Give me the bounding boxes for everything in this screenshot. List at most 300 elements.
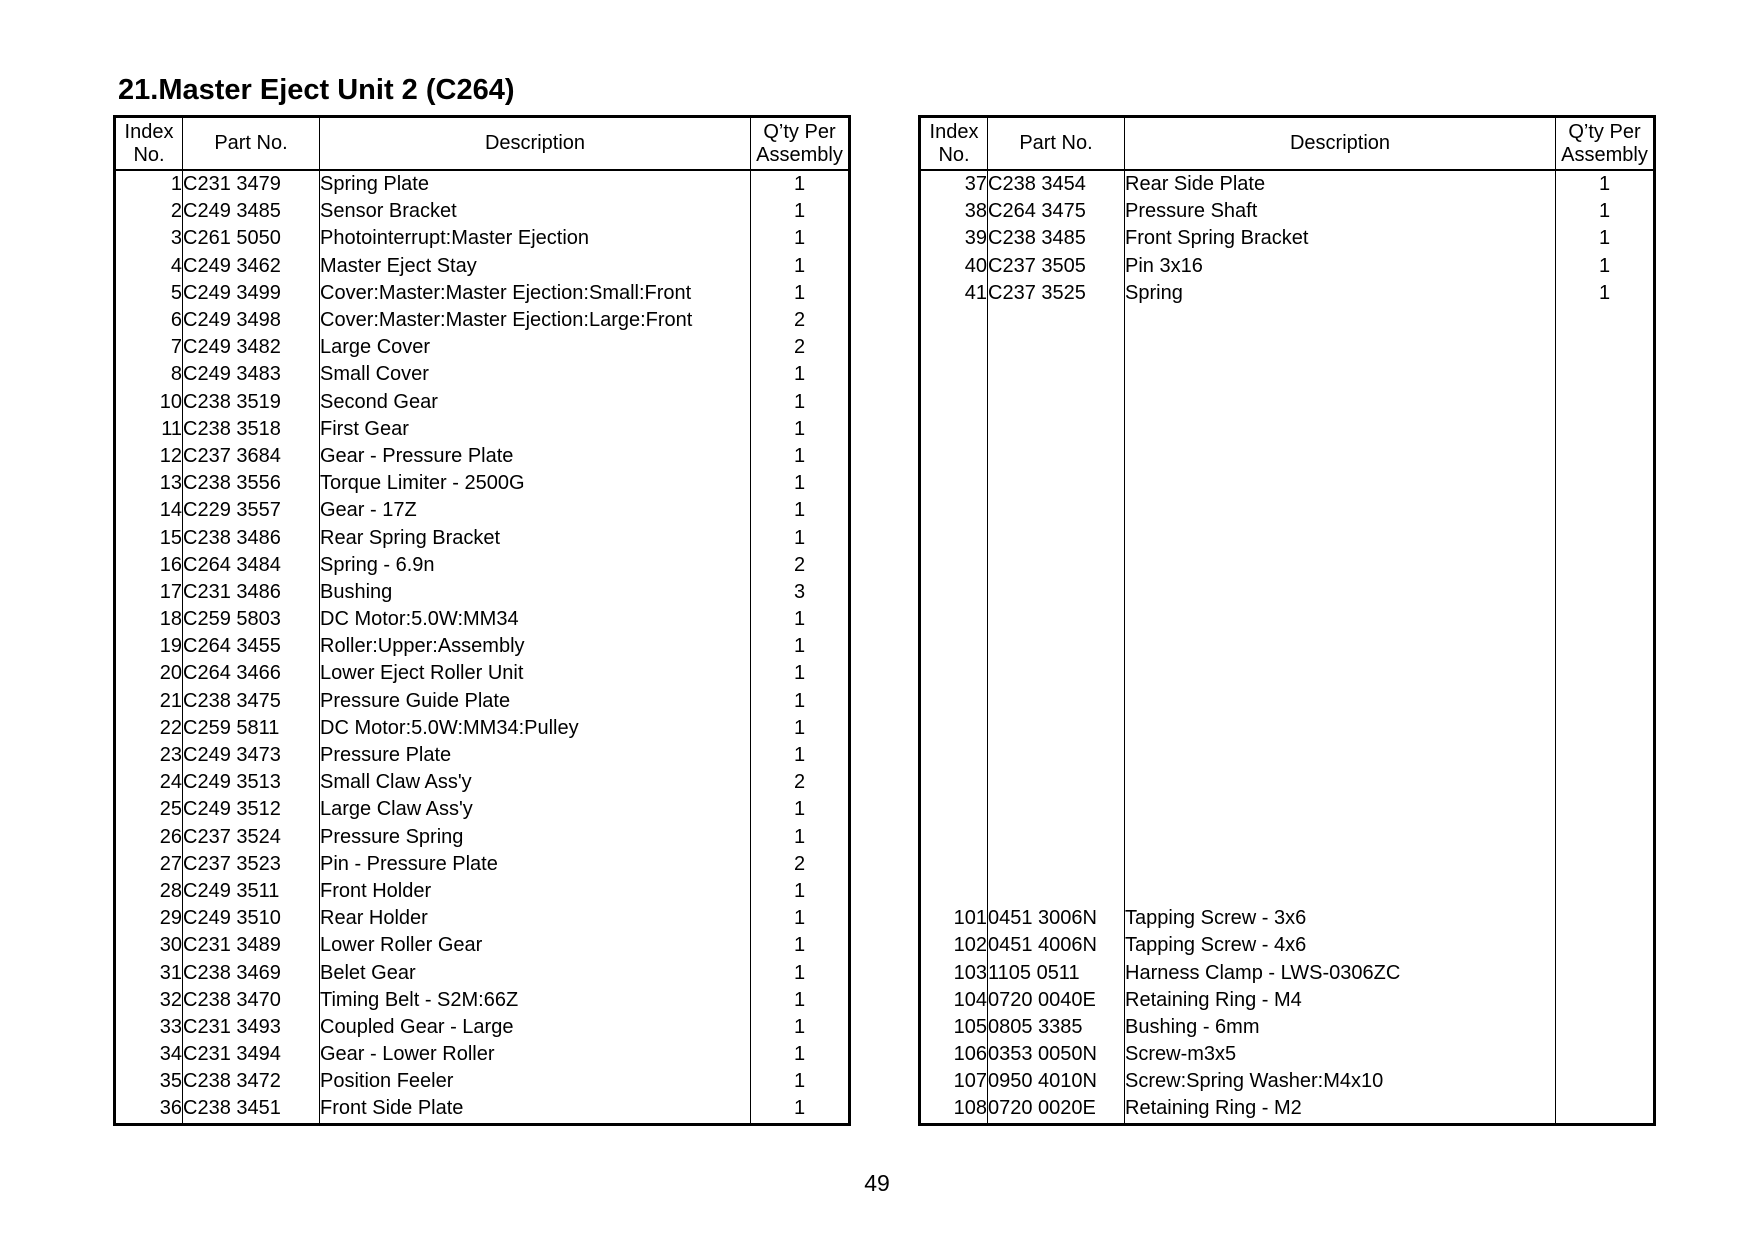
cell-description: Gear - Pressure Plate [320,443,751,470]
cell-part-no [988,688,1125,715]
cell-description: First Gear [320,416,751,443]
table-row [115,334,850,361]
parts-table-right [918,115,1656,1126]
cell-part-no: C231 3494 [183,1041,320,1068]
cell-description: Tapping Screw - 3x6 [1125,905,1556,932]
table-header-row [920,117,1655,171]
parts-table-right-body [920,170,1655,1124]
header-index-line1: Index [929,120,979,143]
table-row [920,416,1655,443]
cell-description: Bushing [320,579,751,606]
table-row [115,715,850,742]
table-row [115,361,850,388]
cell-index: 21 [159,689,182,712]
cell-part-no: C237 3524 [183,824,320,851]
cell-part-no: C238 3454 [988,170,1125,198]
cell-description: Large Claw Ass'y [320,796,751,823]
table-row [920,660,1655,687]
table-row [115,170,850,198]
header-qty [1556,117,1655,171]
cell-index: 31 [159,961,182,984]
cell-index [920,878,988,905]
cell-qty [1556,416,1655,443]
cell-qty: 1 [1556,225,1655,252]
cell-part-no: 0950 4010N [988,1068,1125,1095]
cell-description: Rear Spring Bracket [320,524,751,551]
cell-description [1125,443,1556,470]
cell-qty: 3 [751,579,850,606]
table-row [115,660,850,687]
cell-part-no [988,660,1125,687]
cell-description: Gear - 17Z [320,497,751,524]
cell-index [920,416,988,443]
cell-part-no: C259 5811 [183,715,320,742]
table-row [920,170,1655,198]
cell-index: 36 [159,1097,182,1120]
cell-index [920,443,988,470]
cell-description: Cover:Master:Master Ejection:Small:Front [320,280,751,307]
cell-part-no: C238 3475 [183,688,320,715]
cell-description [1125,688,1556,715]
cell-index: 22 [159,716,182,739]
cell-index: 33 [159,1015,182,1038]
cell-qty: 1 [751,796,850,823]
cell-index [920,660,988,687]
cell-part-no [988,524,1125,551]
cell-qty [1556,851,1655,878]
cell-index: 108 [953,1097,987,1120]
cell-part-no [988,633,1125,660]
cell-description: Front Holder [320,878,751,905]
table-row [115,851,850,878]
cell-part-no: C249 3512 [183,796,320,823]
cell-index: 15 [159,526,182,549]
cell-description: Front Spring Bracket [1125,225,1556,252]
table-row [920,905,1655,932]
cell-description: Bushing - 6mm [1125,1014,1556,1041]
cell-index: 32 [159,988,182,1011]
table-row [115,198,850,225]
table-row [115,443,850,470]
cell-index: 40 [964,254,987,277]
cell-index: 41 [964,281,987,304]
cell-description [1125,389,1556,416]
table-row [920,552,1655,579]
table-row [115,688,850,715]
cell-qty: 1 [751,905,850,932]
table-row [115,606,850,633]
cell-part-no [988,824,1125,851]
cell-description [1125,334,1556,361]
cell-index [920,824,988,851]
cell-part-no: C238 3485 [988,225,1125,252]
cell-part-no: 0451 4006N [988,932,1125,959]
cell-description: Position Feeler [320,1068,751,1095]
cell-index [920,769,988,796]
cell-description: DC Motor:5.0W:MM34 [320,606,751,633]
cell-qty [1556,443,1655,470]
cell-index: 24 [159,771,182,794]
cell-part-no: C249 3482 [183,334,320,361]
cell-index: 2 [170,200,182,223]
table-row [920,443,1655,470]
cell-index [920,470,988,497]
table-row [115,389,850,416]
cell-description: Large Cover [320,334,751,361]
cell-description: Master Eject Stay [320,253,751,280]
cell-qty: 1 [751,878,850,905]
table-row [920,280,1655,307]
cell-qty [1556,307,1655,334]
cell-qty [1556,497,1655,524]
table-header-row [115,117,850,171]
cell-index: 8 [170,363,182,386]
cell-description: Small Claw Ass'y [320,769,751,796]
cell-qty [1556,878,1655,905]
table-row [920,225,1655,252]
cell-qty [1556,769,1655,796]
cell-description: Retaining Ring - M2 [1125,1095,1556,1124]
cell-qty: 1 [751,824,850,851]
cell-index: 10 [159,390,182,413]
cell-index [920,389,988,416]
cell-description: Gear - Lower Roller [320,1041,751,1068]
cell-description: Pressure Spring [320,824,751,851]
cell-part-no: C237 3505 [988,253,1125,280]
cell-qty [1556,1014,1655,1041]
cell-part-no [988,579,1125,606]
cell-description: Lower Eject Roller Unit [320,660,751,687]
cell-part-no: C238 3472 [183,1068,320,1095]
cell-index: 3 [170,227,182,250]
table-row [920,361,1655,388]
cell-description [1125,715,1556,742]
table-row [115,987,850,1014]
cell-index: 39 [964,227,987,250]
cell-part-no [988,878,1125,905]
cell-part-no [988,769,1125,796]
table-row [920,470,1655,497]
cell-part-no: C237 3684 [183,443,320,470]
cell-description [1125,361,1556,388]
cell-qty: 2 [751,334,850,361]
cell-qty [1556,824,1655,851]
cell-description: Pressure Guide Plate [320,688,751,715]
cell-index [920,742,988,769]
cell-part-no: C259 5803 [183,606,320,633]
cell-qty: 1 [751,932,850,959]
cell-qty: 1 [751,606,850,633]
cell-part-no: C261 5050 [183,225,320,252]
cell-description [1125,524,1556,551]
cell-index: 107 [953,1070,987,1093]
cell-part-no [988,851,1125,878]
table-row [115,824,850,851]
table-row [920,253,1655,280]
cell-qty: 1 [751,361,850,388]
header-qty-line2: Assembly [756,143,843,166]
table-row [115,959,850,986]
table-row [920,633,1655,660]
cell-index: 18 [159,608,182,631]
table-row [920,524,1655,551]
cell-part-no: C264 3466 [183,660,320,687]
table-row [115,497,850,524]
table-row [115,633,850,660]
cell-index: 5 [170,281,182,304]
cell-qty [1556,1041,1655,1068]
cell-part-no: C238 3519 [183,389,320,416]
cell-description [1125,579,1556,606]
cell-part-no [988,443,1125,470]
header-description: Description [1125,117,1556,171]
cell-description: Front Side Plate [320,1095,751,1124]
cell-index: 37 [964,173,987,196]
header-index [920,117,988,171]
cell-qty: 1 [751,1041,850,1068]
cell-part-no [988,715,1125,742]
table-row [115,878,850,905]
table-row [115,307,850,334]
cell-index [920,796,988,823]
cell-index [920,579,988,606]
cell-index [920,633,988,660]
cell-part-no [988,552,1125,579]
cell-qty: 2 [751,552,850,579]
cell-part-no: C238 3451 [183,1095,320,1124]
cell-index: 20 [159,662,182,685]
table-row [920,959,1655,986]
table-row [920,878,1655,905]
cell-index: 105 [953,1015,987,1038]
cell-qty: 1 [751,170,850,198]
cell-qty: 1 [751,470,850,497]
parts-table-left [113,115,851,1126]
cell-description [1125,796,1556,823]
cell-part-no: C249 3485 [183,198,320,225]
cell-part-no: 1105 0511 [988,959,1125,986]
cell-part-no: C229 3557 [183,497,320,524]
cell-qty: 1 [751,225,850,252]
cell-index [920,307,988,334]
cell-description: Lower Roller Gear [320,932,751,959]
cell-qty: 1 [751,1014,850,1041]
cell-part-no: C231 3479 [183,170,320,198]
cell-description: Pressure Plate [320,742,751,769]
cell-index: 27 [159,852,182,875]
cell-part-no [988,606,1125,633]
cell-part-no [988,361,1125,388]
cell-description: Rear Side Plate [1125,170,1556,198]
cell-description: Screw-m3x5 [1125,1041,1556,1068]
table-row [115,932,850,959]
cell-part-no: C264 3475 [988,198,1125,225]
table-row [920,497,1655,524]
cell-part-no: 0720 0040E [988,987,1125,1014]
cell-index: 6 [170,309,182,332]
header-description: Description [320,117,751,171]
cell-index: 102 [953,934,987,957]
header-qty-line1: Q’ty Per [763,120,836,143]
cell-description: Belet Gear [320,959,751,986]
cell-description: Rear Holder [320,905,751,932]
cell-index: 1 [170,173,182,196]
cell-description: Roller:Upper:Assembly [320,633,751,660]
cell-part-no: C264 3484 [183,552,320,579]
table-row [920,715,1655,742]
table-row [920,987,1655,1014]
cell-index: 30 [159,934,182,957]
cell-qty [1556,932,1655,959]
cell-index: 34 [159,1043,182,1066]
cell-description: Sensor Bracket [320,198,751,225]
cell-index: 13 [159,472,182,495]
cell-qty: 1 [751,633,850,660]
cell-index: 101 [953,907,987,930]
cell-index [920,334,988,361]
cell-qty [1556,905,1655,932]
header-index-line2: No. [938,143,970,166]
cell-index: 25 [159,798,182,821]
cell-qty [1556,470,1655,497]
cell-description [1125,552,1556,579]
cell-description [1125,416,1556,443]
cell-index: 38 [964,200,987,223]
cell-qty: 1 [751,389,850,416]
cell-index [920,552,988,579]
cell-part-no [988,742,1125,769]
cell-part-no: C249 3473 [183,742,320,769]
cell-part-no: C231 3493 [183,1014,320,1041]
cell-index: 19 [159,635,182,658]
table-row [115,579,850,606]
cell-qty [1556,633,1655,660]
cell-part-no: C231 3486 [183,579,320,606]
cell-qty: 1 [751,1095,850,1124]
table-row [920,851,1655,878]
cell-qty: 1 [751,715,850,742]
cell-qty: 1 [1556,280,1655,307]
table-row [115,1041,850,1068]
cell-qty [1556,524,1655,551]
table-row [920,796,1655,823]
table-row [920,769,1655,796]
cell-description: Second Gear [320,389,751,416]
table-row [920,932,1655,959]
header-qty-line2: Assembly [1561,143,1648,166]
header-qty [751,117,850,171]
cell-part-no: 0451 3006N [988,905,1125,932]
cell-index: 7 [170,336,182,359]
cell-qty: 1 [1556,170,1655,198]
cell-part-no: C237 3525 [988,280,1125,307]
cell-qty: 1 [751,497,850,524]
cell-part-no: 0720 0020E [988,1095,1125,1124]
cell-part-no: C249 3510 [183,905,320,932]
table-row [115,524,850,551]
cell-qty [1556,742,1655,769]
cell-index [920,851,988,878]
cell-index: 16 [159,553,182,576]
cell-description [1125,824,1556,851]
cell-qty: 1 [751,688,850,715]
table-row [115,225,850,252]
cell-qty: 1 [751,742,850,769]
cell-description [1125,660,1556,687]
cell-description [1125,878,1556,905]
cell-description: Spring [1125,280,1556,307]
cell-qty: 1 [751,660,850,687]
cell-qty [1556,334,1655,361]
cell-description: DC Motor:5.0W:MM34:Pulley [320,715,751,742]
cell-qty: 1 [751,253,850,280]
table-row [920,1041,1655,1068]
cell-qty: 1 [1556,253,1655,280]
table-row [115,1014,850,1041]
cell-part-no: C238 3469 [183,959,320,986]
cell-part-no: C249 3462 [183,253,320,280]
cell-index [920,606,988,633]
cell-description: Spring Plate [320,170,751,198]
cell-part-no: C249 3499 [183,280,320,307]
cell-part-no: C238 3518 [183,416,320,443]
cell-description: Timing Belt - S2M:66Z [320,987,751,1014]
cell-qty [1556,715,1655,742]
table-row [920,688,1655,715]
cell-index: 26 [159,825,182,848]
cell-part-no: C249 3511 [183,878,320,905]
cell-qty: 2 [751,307,850,334]
cell-qty: 1 [751,1068,850,1095]
header-index-line1: Index [124,120,174,143]
table-row [115,552,850,579]
cell-description: Pin 3x16 [1125,253,1556,280]
table-row [920,307,1655,334]
cell-part-no [988,470,1125,497]
cell-part-no: C238 3486 [183,524,320,551]
cell-description: Torque Limiter - 2500G [320,470,751,497]
cell-index: 12 [159,444,182,467]
cell-qty: 2 [751,851,850,878]
cell-part-no: C249 3483 [183,361,320,388]
cell-part-no [988,416,1125,443]
cell-qty [1556,987,1655,1014]
cell-description [1125,742,1556,769]
page-title: 21.Master Eject Unit 2 (C264) [118,74,515,106]
table-row [920,334,1655,361]
table-row [115,796,850,823]
cell-qty [1556,552,1655,579]
table-row [920,198,1655,225]
table-row [920,742,1655,769]
table-row [115,742,850,769]
cell-index: 103 [953,961,987,984]
cell-description [1125,470,1556,497]
cell-part-no: C264 3455 [183,633,320,660]
cell-description [1125,633,1556,660]
cell-part-no: C249 3498 [183,307,320,334]
table-row [115,1095,850,1124]
cell-qty [1556,959,1655,986]
cell-description [1125,769,1556,796]
header-index [115,117,183,171]
cell-qty [1556,796,1655,823]
cell-index: 35 [159,1070,182,1093]
table-row [115,470,850,497]
table-row [115,1068,850,1095]
cell-index: 29 [159,907,182,930]
cell-description: Pressure Shaft [1125,198,1556,225]
